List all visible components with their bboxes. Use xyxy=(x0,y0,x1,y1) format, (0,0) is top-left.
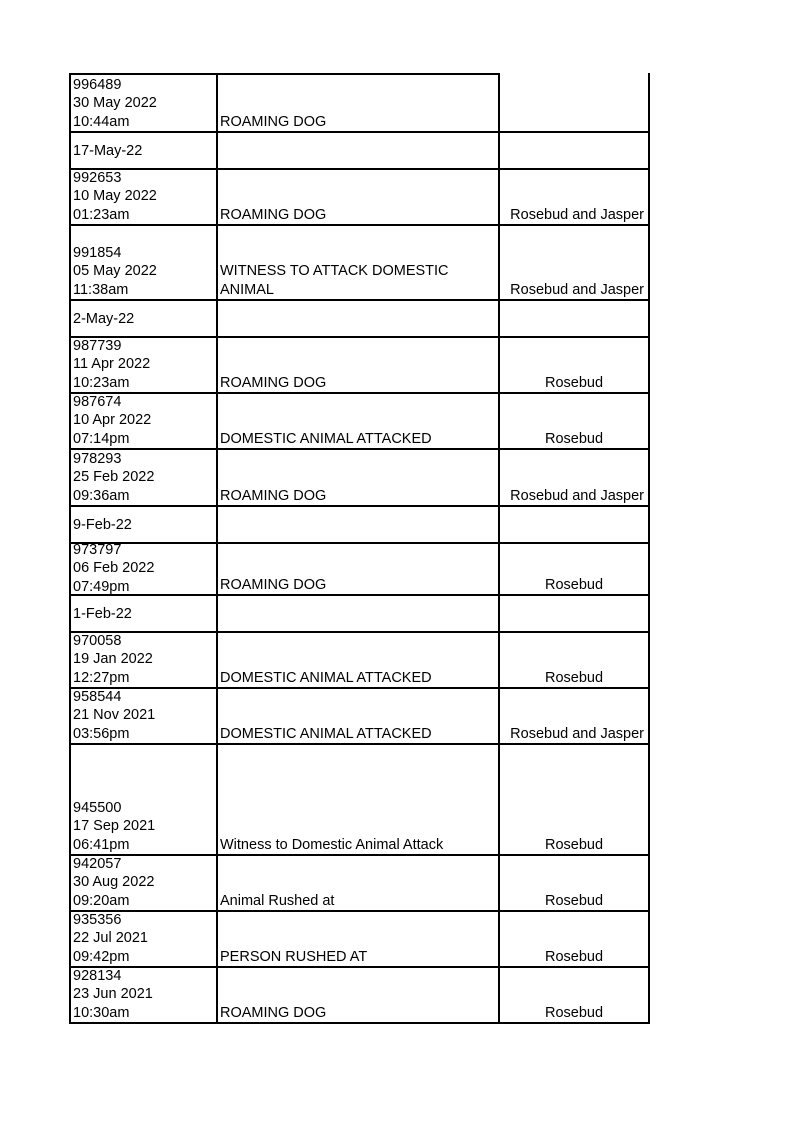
record-cell xyxy=(69,968,218,1022)
table-row xyxy=(69,596,650,633)
animal-name: Rosebud xyxy=(544,892,604,909)
record-date: 2-May-22 xyxy=(73,310,135,327)
incident-type: ROAMING DOG xyxy=(220,206,327,223)
incident-type: DOMESTIC ANIMAL ATTACKED xyxy=(220,725,432,742)
record-id: 991854 xyxy=(73,244,122,261)
table-row xyxy=(69,133,650,170)
record-date: 17-May-22 xyxy=(73,142,143,159)
animal-name: Rosebud and Jasper xyxy=(510,725,644,742)
incident-cell xyxy=(218,170,500,224)
record-cell xyxy=(69,301,218,336)
record-time: 01:23am xyxy=(73,206,130,223)
record-cell xyxy=(69,338,218,392)
incident-type: Witness to Domestic Animal Attack xyxy=(220,836,444,853)
incident-table xyxy=(69,73,650,1024)
record-cell xyxy=(69,689,218,743)
animal-cell xyxy=(500,544,650,594)
record-id: 958544 xyxy=(73,688,122,705)
incident-cell xyxy=(218,338,500,392)
record-id: 935356 xyxy=(73,911,122,928)
table-row xyxy=(69,507,650,544)
record-time: 12:27pm xyxy=(73,669,130,686)
incident-cell xyxy=(218,856,500,910)
animal-cell xyxy=(500,856,650,910)
animal-name: Rosebud and Jasper xyxy=(510,487,644,504)
animal-name: Rosebud xyxy=(544,948,604,965)
record-id: 978293 xyxy=(73,450,122,467)
animal-cell xyxy=(500,689,650,743)
animal-name: Rosebud xyxy=(544,836,604,853)
animal-cell xyxy=(500,633,650,687)
record-cell xyxy=(69,133,218,168)
record-date: 25 Feb 2022 xyxy=(73,469,155,485)
incident-cell xyxy=(218,544,500,594)
animal-name: Rosebud xyxy=(544,1004,604,1021)
table-row xyxy=(69,633,650,689)
table-row xyxy=(69,541,650,596)
incident-cell xyxy=(218,507,500,542)
table-row xyxy=(69,338,650,394)
incident-cell xyxy=(218,301,500,336)
record-cell xyxy=(69,507,218,542)
record-time: 10:44am xyxy=(73,113,130,130)
incident-cell xyxy=(218,73,500,131)
incident-type: ROAMING DOG xyxy=(220,576,327,593)
record-time: 10:23am xyxy=(73,374,130,391)
animal-cell xyxy=(500,226,650,299)
incident-type: WITNESS TO ATTACK DOMESTIC xyxy=(220,263,449,279)
incident-cell xyxy=(218,633,500,687)
animal-name: Rosebud xyxy=(544,374,604,391)
record-date: 21 Nov 2021 xyxy=(73,707,156,723)
record-date: 10 May 2022 xyxy=(73,188,157,204)
incident-cell xyxy=(218,912,500,966)
incident-type: ROAMING DOG xyxy=(220,113,327,130)
record-date: 30 Aug 2022 xyxy=(73,874,155,890)
record-cell xyxy=(69,912,218,966)
incident-cell xyxy=(218,133,500,168)
record-cell xyxy=(69,745,218,854)
incident-type: ROAMING DOG xyxy=(220,487,327,504)
record-date: 19 Jan 2022 xyxy=(73,651,153,667)
record-cell xyxy=(69,226,218,299)
record-time: 09:36am xyxy=(73,487,130,504)
incident-cell xyxy=(218,226,500,299)
record-time: 03:56pm xyxy=(73,725,130,742)
record-id: 987739 xyxy=(73,337,122,354)
record-date: 23 Jun 2021 xyxy=(73,986,153,1002)
record-cell xyxy=(69,856,218,910)
incident-type: ROAMING DOG xyxy=(220,374,327,391)
animal-name: Rosebud xyxy=(544,669,604,686)
incident-cell xyxy=(218,968,500,1022)
record-id: 945500 xyxy=(73,799,122,816)
animal-cell xyxy=(500,338,650,392)
animal-cell xyxy=(500,73,650,131)
incident-type: PERSON RUSHED AT xyxy=(220,948,368,965)
animal-name: Rosebud xyxy=(544,430,604,447)
record-cell xyxy=(69,633,218,687)
record-id: 996489 xyxy=(73,76,122,93)
incident-type-continued: ANIMAL xyxy=(220,281,274,298)
animal-cell xyxy=(500,450,650,505)
incident-cell xyxy=(218,596,500,631)
record-date: 10 Apr 2022 xyxy=(73,412,152,428)
record-id: 973797 xyxy=(73,541,122,558)
record-cell xyxy=(69,394,218,448)
record-time: 10:30am xyxy=(73,1004,130,1021)
record-date: 06 Feb 2022 xyxy=(73,560,155,576)
incident-cell xyxy=(218,689,500,743)
record-cell xyxy=(69,73,218,131)
table-row xyxy=(69,968,650,1024)
incident-type: ROAMING DOG xyxy=(220,1004,327,1021)
record-date: 30 May 2022 xyxy=(73,95,157,111)
record-cell xyxy=(69,450,218,505)
record-cell xyxy=(69,596,218,631)
record-date: 05 May 2022 xyxy=(73,263,157,279)
animal-cell xyxy=(500,394,650,448)
record-id: 970058 xyxy=(73,632,122,649)
table-row xyxy=(69,450,650,507)
animal-cell xyxy=(500,968,650,1022)
animal-cell xyxy=(500,301,650,336)
incident-type: Animal Rushed at xyxy=(220,892,335,909)
table-row xyxy=(69,73,650,133)
record-cell xyxy=(69,170,218,224)
animal-cell xyxy=(500,596,650,631)
record-time: 09:20am xyxy=(73,892,130,909)
record-time: 07:49pm xyxy=(73,578,130,595)
incident-cell xyxy=(218,450,500,505)
animal-name: Rosebud and Jasper xyxy=(510,281,644,298)
record-date: 22 Jul 2021 xyxy=(73,930,148,946)
table-row xyxy=(69,170,650,226)
incident-type: DOMESTIC ANIMAL ATTACKED xyxy=(220,430,432,447)
record-date: 17 Sep 2021 xyxy=(73,818,156,834)
table-row xyxy=(69,856,650,912)
record-date: 9-Feb-22 xyxy=(73,516,132,533)
incident-type: DOMESTIC ANIMAL ATTACKED xyxy=(220,669,432,686)
animal-name: Rosebud xyxy=(544,576,604,593)
record-time: 09:42pm xyxy=(73,948,130,965)
animal-cell xyxy=(500,507,650,542)
incident-cell xyxy=(218,394,500,448)
record-cell xyxy=(69,541,218,595)
record-date: 11 Apr 2022 xyxy=(73,356,151,372)
animal-name: Rosebud and Jasper xyxy=(510,206,644,223)
table-row xyxy=(69,912,650,968)
table-row xyxy=(69,689,650,745)
animal-cell xyxy=(500,170,650,224)
record-date: 1-Feb-22 xyxy=(73,605,132,622)
record-time: 11:38am xyxy=(73,281,129,298)
record-id: 942057 xyxy=(73,855,122,872)
record-id: 928134 xyxy=(73,967,122,984)
table-row xyxy=(69,301,650,338)
animal-cell xyxy=(500,912,650,966)
record-id: 987674 xyxy=(73,393,122,410)
record-time: 07:14pm xyxy=(73,430,130,447)
table-row xyxy=(69,226,650,301)
table-row xyxy=(69,745,650,856)
table-row xyxy=(69,394,650,450)
record-id: 992653 xyxy=(73,169,122,186)
incident-cell xyxy=(218,745,500,854)
animal-cell xyxy=(500,745,650,854)
record-time: 06:41pm xyxy=(73,836,130,853)
animal-cell xyxy=(500,133,650,168)
